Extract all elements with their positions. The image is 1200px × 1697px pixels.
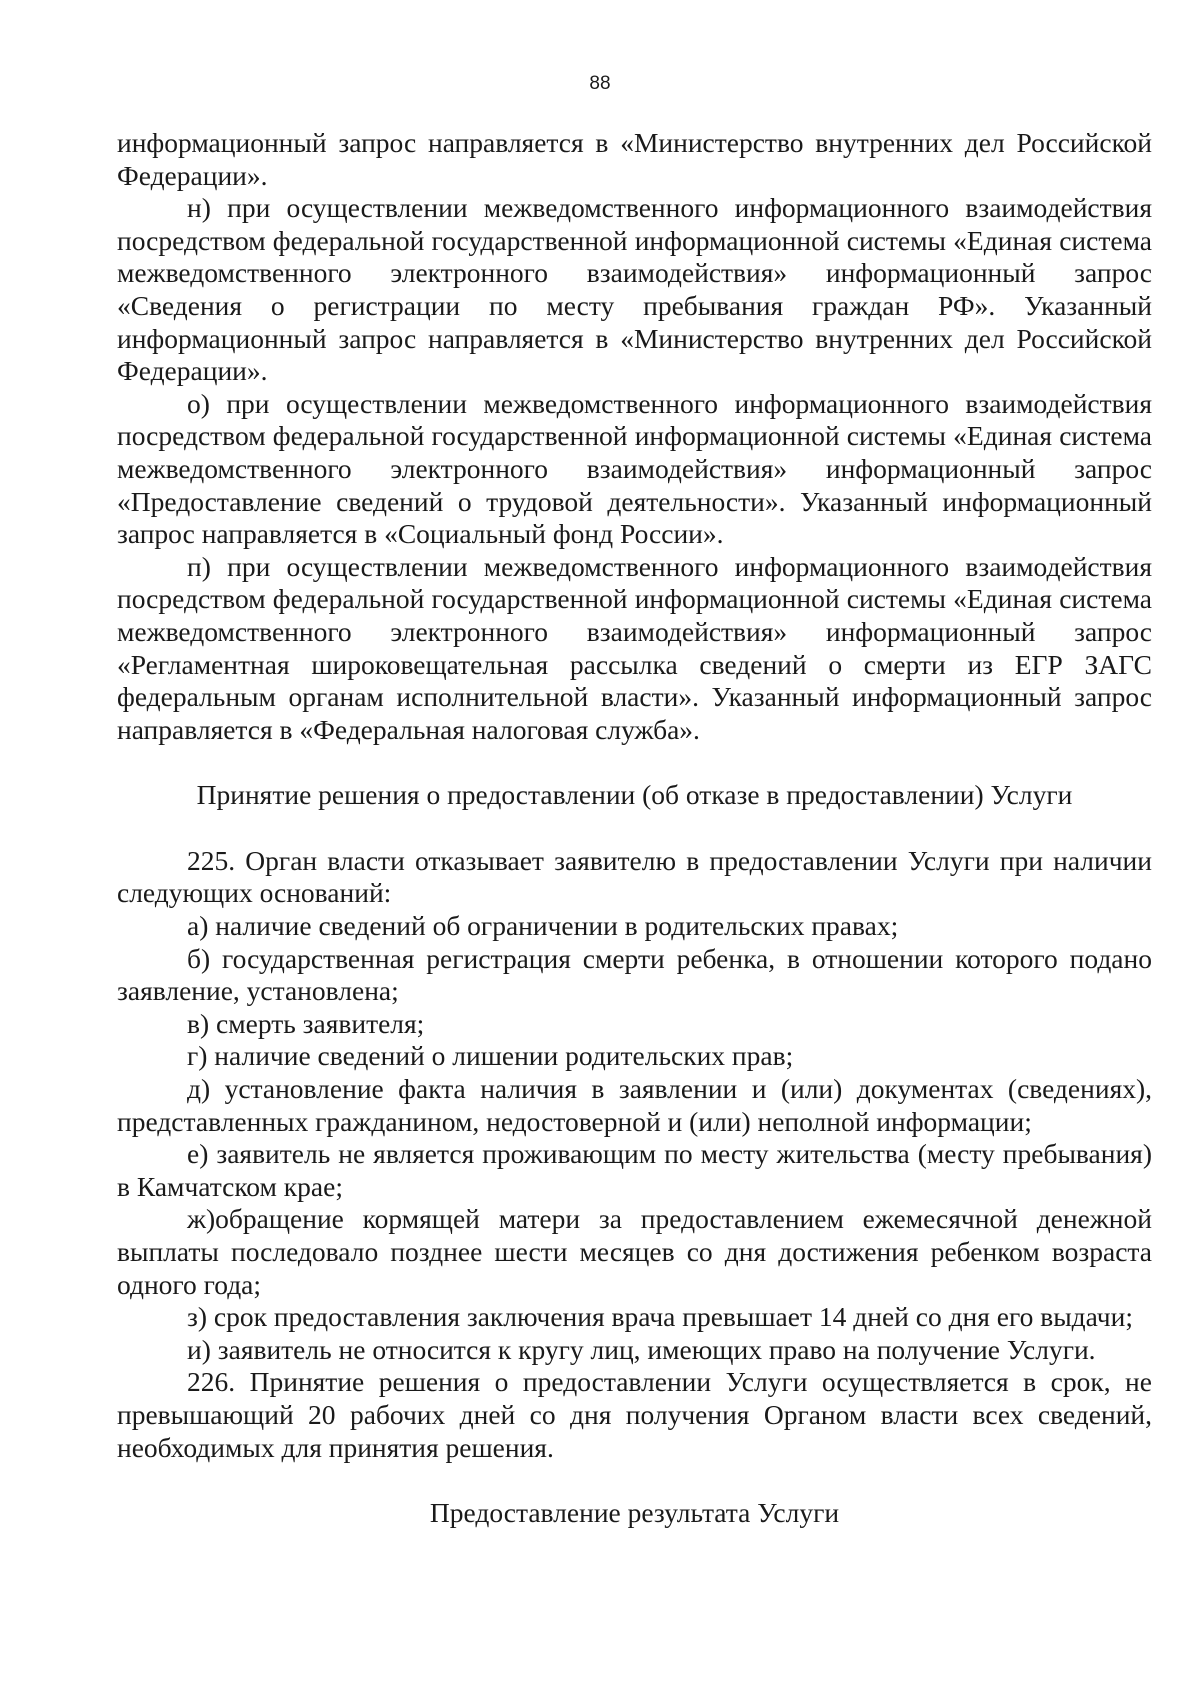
paragraph-item-v: в) смерть заявителя; xyxy=(187,1007,425,1039)
paragraph-item-zh: ж)обращение кормящей матери за предоставлением ежемесячной денежной выплаты последовало позднее шести месяцев со дня достижения ребенком возраста одного года; xyxy=(117,1203,1152,1300)
paragraph-item-p: п) при осуществлении межведомственного информационного взаимодействия посредством федеральной государственной информационной системы «Единая система межведомственного электронного взаимодействия» информационный запрос «Регламентная широковещательная рассылка сведений о смерти из ЕГР ЗАГС федеральным органам исполнительной власти». Указанный информационный запрос направляется в «Федеральная налоговая служба». xyxy=(117,550,1152,745)
paragraph-continuation: информационный запрос направляется в «Министерство внутренних дел Российской Федерации». xyxy=(117,127,1152,191)
paragraph-item-d: д) установление факта наличия в заявлении и (или) документах (сведениях), представленных гражданином, недостоверной и (или) неполной информации; xyxy=(117,1073,1152,1137)
section-heading-decision: Принятие решения о предоставлении (об отказе в предоставлении) Услуги xyxy=(196,779,1073,811)
paragraph-item-i: и) заявитель не относится к кругу лиц, имеющих право на получение Услуги. xyxy=(187,1333,1096,1365)
paragraph-226: 226. Принятие решения о предоставлении Услуги осуществляется в срок, не превышающий 20 рабочих дней со дня получения Органом власти всех сведений, необходимых для принятия решения. xyxy=(117,1366,1152,1463)
paragraph-item-o: о) при осуществлении межведомственного информационного взаимодействия посредством федеральной государственной информационной системы «Единая система межведомственного электронного взаимодействия» информационный запрос «Предоставление сведений о трудовой деятельности». Указанный информационный запрос направляется в «Социальный фонд России». xyxy=(117,387,1152,550)
paragraph-item-a: а) наличие сведений об ограничении в родительских правах; xyxy=(187,910,899,942)
paragraph-item-b: б) государственная регистрация смерти ребенка, в отношении которого подано заявление, установлена; xyxy=(117,942,1152,1007)
paragraph-item-n: н) при осуществлении межведомственного информационного взаимодействия посредством федеральной государственной информационной системы «Единая система межведомственного электронного взаимодействия» информационный запрос «Сведения о регистрации по месту пребывания граждан РФ». Указанный информационный запрос направляется в «Министерство внутренних дел Российской Федерации». xyxy=(117,192,1152,387)
paragraph-item-e: е) заявитель не является проживающим по месту жительства (месту пребывания) в Камчатском крае; xyxy=(117,1138,1152,1202)
paragraph-item-z: з) срок предоставления заключения врача превышает 14 дней со дня его выдачи; xyxy=(187,1301,1133,1333)
section-heading-result: Предоставление результата Услуги xyxy=(429,1497,840,1529)
document-body xyxy=(117,127,1152,1530)
paragraph-item-g: г) наличие сведений о лишении родительских прав; xyxy=(187,1040,794,1072)
page-number: 88 xyxy=(589,73,611,94)
paragraph-225: 225. Орган власти отказывает заявителю в предоставлении Услуги при наличии следующих оснований: xyxy=(117,844,1152,909)
